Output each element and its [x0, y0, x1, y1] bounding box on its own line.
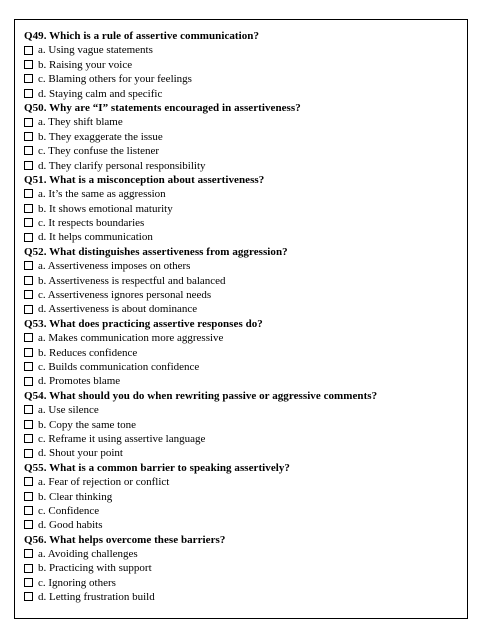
answer-option-label: d. It helps communication: [38, 231, 153, 244]
answer-option-label: d. Shout your point: [38, 447, 123, 460]
checkbox-icon[interactable]: [24, 405, 33, 414]
checkbox-icon[interactable]: [24, 520, 33, 529]
answer-option[interactable]: [24, 590, 464, 604]
answer-option-label: a. Using vague statements: [38, 44, 153, 57]
answer-option[interactable]: [24, 518, 464, 532]
question-title: Q55. What is a common barrier to speaking assertively?: [24, 461, 290, 474]
checkbox-icon[interactable]: [24, 46, 33, 55]
answer-option[interactable]: [24, 302, 464, 316]
answer-option-label: d. Staying calm and specific: [38, 87, 163, 100]
answer-option[interactable]: [24, 576, 464, 590]
checkbox-icon[interactable]: [24, 276, 33, 285]
answer-option-label: a. Use silence: [38, 404, 99, 417]
answer-option-label: c. Builds communication confidence: [38, 360, 200, 373]
answer-option[interactable]: [24, 202, 464, 216]
answer-option[interactable]: [24, 346, 464, 360]
answer-option-label: a. Makes communication more aggressive: [38, 332, 224, 345]
answer-option-label: c. Blaming others for your feelings: [38, 73, 192, 86]
question-title: Q50. Why are “I” statements encouraged in assertiveness?: [24, 101, 301, 114]
answer-option[interactable]: [24, 115, 464, 129]
answer-option[interactable]: [24, 360, 464, 374]
answer-option[interactable]: [24, 43, 464, 57]
answer-option-label: d. They clarify personal responsibility: [38, 159, 206, 172]
checkbox-icon[interactable]: [24, 333, 33, 342]
question-title: Q51. What is a misconception about assertiveness?: [24, 173, 265, 186]
answer-option-label: b. It shows emotional maturity: [38, 202, 173, 215]
question-title: Q49. Which is a rule of assertive communication?: [24, 30, 260, 42]
answer-option-label: b. Raising your voice: [38, 58, 133, 71]
answer-option[interactable]: [24, 187, 464, 201]
question-block: [24, 461, 464, 533]
checkbox-icon[interactable]: [24, 132, 33, 141]
checkbox-icon[interactable]: [24, 60, 33, 69]
checkbox-icon[interactable]: [24, 592, 33, 601]
checkbox-icon[interactable]: [24, 348, 33, 357]
checkbox-icon[interactable]: [24, 161, 33, 170]
answer-option[interactable]: [24, 331, 464, 345]
answer-option[interactable]: [24, 418, 464, 432]
question-title: Q52. What distinguishes assertiveness from aggression?: [24, 245, 288, 258]
answer-option[interactable]: [24, 547, 464, 561]
checkbox-icon[interactable]: [24, 477, 33, 486]
checkbox-icon[interactable]: [24, 362, 33, 371]
answer-option[interactable]: [24, 561, 464, 575]
question-list: [24, 29, 464, 605]
answer-option[interactable]: [24, 432, 464, 446]
question-block: [24, 245, 464, 317]
answer-option[interactable]: [24, 58, 464, 72]
question-title: Q53. What does practicing assertive responses do?: [24, 317, 263, 330]
checkbox-icon[interactable]: [24, 578, 33, 587]
answer-option[interactable]: [24, 144, 464, 158]
answer-option-label: d. Promotes blame: [38, 375, 121, 388]
answer-option-label: d. Letting frustration build: [38, 591, 155, 604]
question-title: Q54. What should you do when rewriting passive or aggressive comments?: [24, 389, 378, 402]
answer-option-label: a. It’s the same as aggression: [38, 188, 166, 201]
answer-option[interactable]: [24, 72, 464, 86]
checkbox-icon[interactable]: [24, 492, 33, 501]
question-title: Q56. What helps overcome these barriers?: [24, 533, 226, 546]
answer-option-label: b. Reduces confidence: [38, 346, 138, 359]
answer-option-label: b. Clear thinking: [38, 490, 113, 503]
answer-option[interactable]: [24, 216, 464, 230]
checkbox-icon[interactable]: [24, 449, 33, 458]
answer-option-label: b. Practicing with support: [38, 562, 152, 575]
answer-option-label: c. It respects boundaries: [38, 217, 145, 230]
checkbox-icon[interactable]: [24, 549, 33, 558]
answer-option[interactable]: [24, 259, 464, 273]
answer-option-label: c. Assertiveness ignores personal needs: [38, 289, 212, 302]
answer-option-label: c. Reframe it using assertive language: [38, 432, 206, 445]
answer-option-label: c. They confuse the listener: [38, 145, 160, 158]
question-block: [24, 101, 464, 173]
checkbox-icon[interactable]: [24, 118, 33, 127]
answer-option[interactable]: [24, 403, 464, 417]
checkbox-icon[interactable]: [24, 146, 33, 155]
question-block: [24, 29, 464, 101]
checkbox-icon[interactable]: [24, 204, 33, 213]
checkbox-icon[interactable]: [24, 218, 33, 227]
question-block: [24, 389, 464, 461]
answer-option[interactable]: [24, 504, 464, 518]
answer-option[interactable]: [24, 446, 464, 460]
answer-option-label: c. Ignoring others: [38, 576, 116, 589]
checkbox-icon[interactable]: [24, 189, 33, 198]
answer-option[interactable]: [24, 130, 464, 144]
checkbox-icon[interactable]: [24, 74, 33, 83]
answer-option[interactable]: [24, 374, 464, 388]
answer-option[interactable]: [24, 490, 464, 504]
checkbox-icon[interactable]: [24, 261, 33, 270]
question-block: [24, 173, 464, 245]
checkbox-icon[interactable]: [24, 564, 33, 573]
answer-option-label: a. Assertiveness imposes on others: [38, 260, 191, 273]
answer-option-label: d. Good habits: [38, 519, 103, 532]
answer-option-label: b. Assertiveness is respectful and balanced: [38, 274, 226, 287]
checkbox-icon[interactable]: [24, 506, 33, 515]
answer-option[interactable]: [24, 230, 464, 244]
answer-option-label: a. Avoiding challenges: [38, 548, 138, 561]
answer-option[interactable]: [24, 475, 464, 489]
answer-option-label: b. Copy the same tone: [38, 418, 137, 431]
checkbox-icon[interactable]: [24, 305, 33, 314]
question-block: [24, 533, 464, 605]
answer-option-label: a. They shift blame: [38, 116, 123, 129]
answer-option-label: d. Assertiveness is about dominance: [38, 303, 198, 316]
checkbox-icon[interactable]: [24, 233, 33, 242]
answer-option-label: b. They exaggerate the issue: [38, 130, 163, 143]
answer-option-label: a. Fear of rejection or conflict: [38, 476, 170, 489]
answer-option[interactable]: [24, 159, 464, 173]
checkbox-icon[interactable]: [24, 420, 33, 429]
question-block: [24, 317, 464, 389]
answer-option-label: c. Confidence: [38, 504, 100, 517]
checkbox-icon[interactable]: [24, 89, 33, 98]
answer-option[interactable]: [24, 87, 464, 101]
checkbox-icon[interactable]: [24, 434, 33, 443]
checkbox-icon[interactable]: [24, 290, 33, 299]
checkbox-icon[interactable]: [24, 377, 33, 386]
answer-option[interactable]: [24, 288, 464, 302]
answer-option[interactable]: [24, 274, 464, 288]
